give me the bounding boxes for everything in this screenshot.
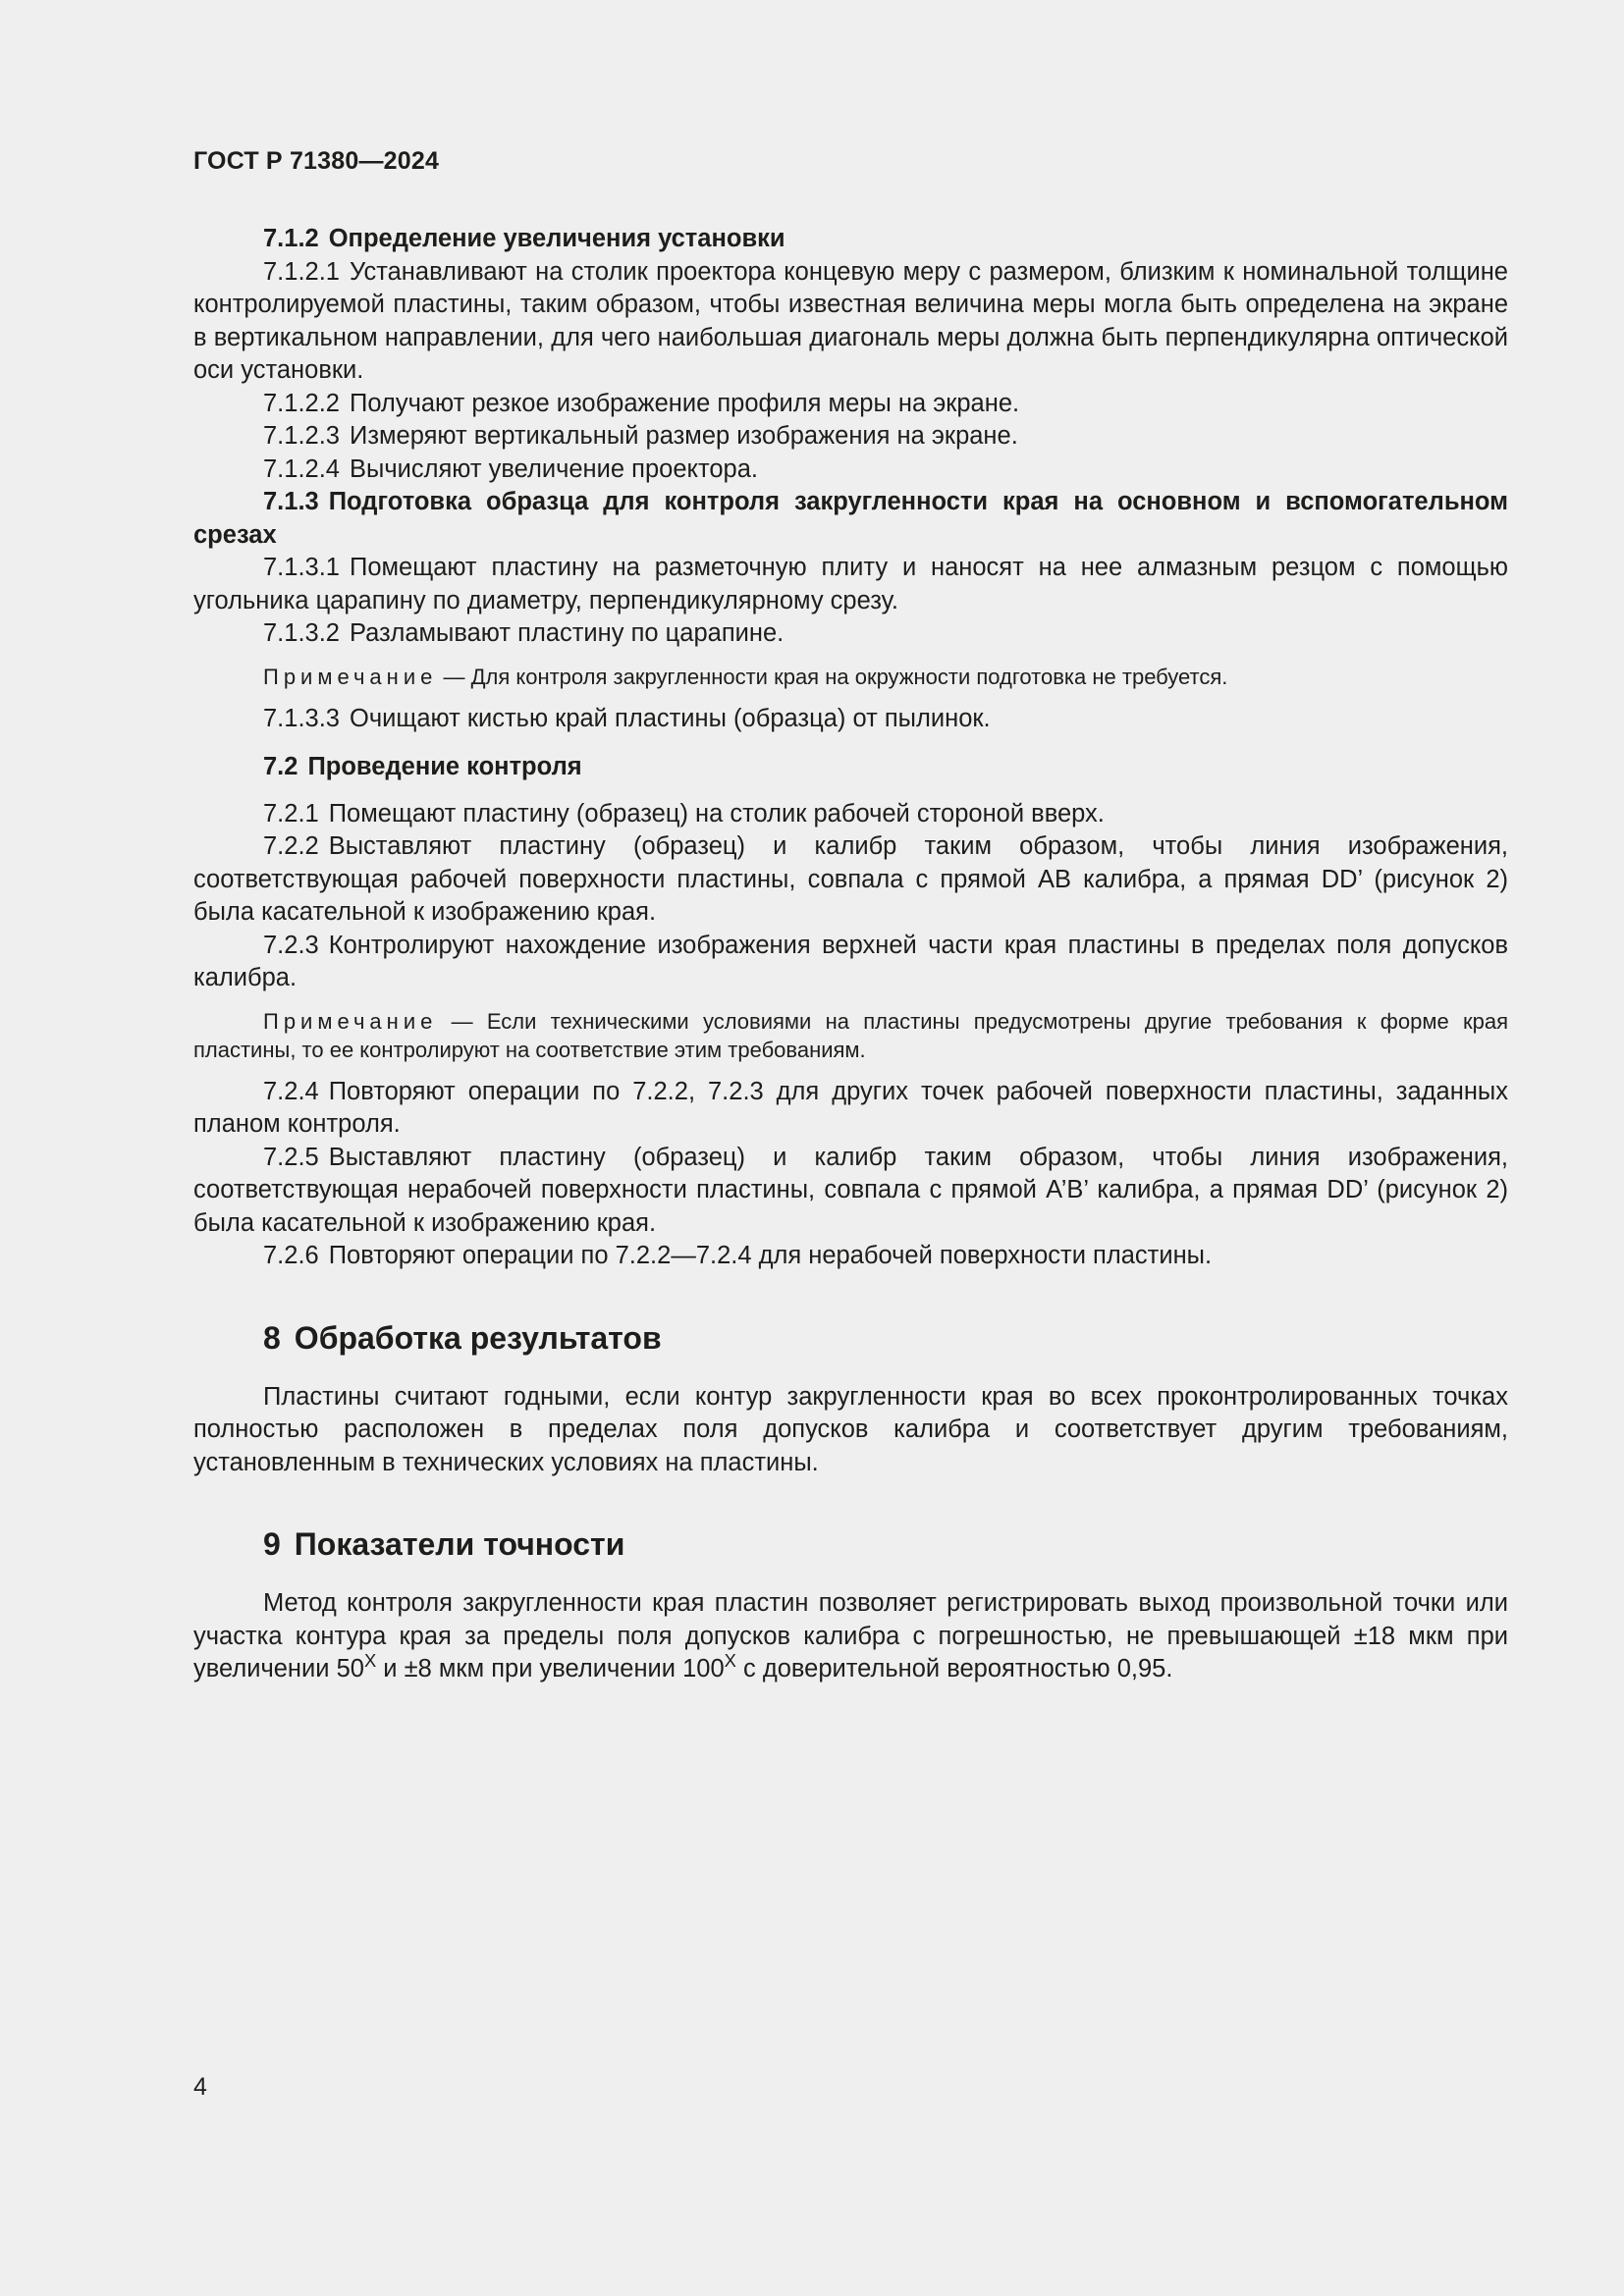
subsection-heading: 7.1.2 Определение увеличения установки: [263, 225, 785, 252]
paragraph: 7.1.3.3 Очищают кистью край пластины (образца) от пылинок.: [263, 704, 991, 732]
paragraph: 7.2.4 Повторяют операции по 7.2.2, 7.2.3 для других точек рабочей поверхности пластины, заданных планом контроля.: [193, 1077, 1508, 1138]
paragraph: 7.1.3.2 Разламывают пластину по царапине.: [263, 619, 785, 647]
note: Примечание — Для контроля закругленности края на окружности подготовка не требуется.: [263, 664, 1228, 689]
document-code: ГОСТ Р 71380—2024: [193, 147, 440, 175]
note-label: Примечание: [263, 664, 438, 689]
page-number: 4: [193, 2073, 207, 2101]
paragraph: 7.1.2.1 Устанавливают на столик проектора концевую меру с размером, близким к номинальной толщине контролируемой пластины, таким образом, чтобы известная величина меры могла быть определена на экране в вертикальном направлении, для чего наибольшая диагональ меры должна быть перпендикулярна оптической оси установки.: [193, 257, 1508, 384]
paragraph: 7.1.2.4 Вычисляют увеличение проектора.: [263, 454, 758, 483]
paragraph: 7.1.3.1 Помещают пластину на разметочную плиту и наносят на нее алмазным резцом с помощью угольника царапину по диаметру, перпендикулярному срезу.: [193, 554, 1508, 614]
paragraph: Метод контроля закругленности края пластин позволяет регистрировать выход произвольной точки или участка контура края за пределы поля допусков калибра с погрешностью, не превышающей ±18 мкм при увеличении $50^X$ и ±8 мкм при увеличении $100^X$ с доверительной вероятностью 0,95.: [193, 1589, 1508, 1682]
paragraph: 7.2.5 Выставляют пластину (образец) и калибр таким образом, чтобы линия изображения, соответствующая нерабочей поверхности пластины, совпала с прямой А’В’ калибра, а прямая DD’ (рисунок 2) была касательной к изображению края.: [193, 1143, 1508, 1237]
section-heading: 8 Обработка результатов: [263, 1319, 662, 1356]
paragraph: 7.1.2.2 Получают резкое изображение профиля меры на экране.: [263, 389, 1020, 417]
paragraph: 7.1.2.3 Измеряют вертикальный размер изображения на экране.: [263, 422, 1018, 450]
subsection-heading: 7.1.3 Подготовка образца для контроля закругленности края на основном и вспомогательном срезах: [193, 488, 1508, 549]
note: Примечание — Если техническими условиями на пластины предусмотрены другие требования к форме края пластины, то ее контролируют на соответствие этим требованиям.: [193, 1008, 1508, 1062]
paragraph: 7.2.6 Повторяют операции по 7.2.2—7.2.4 для нерабочей поверхности пластины.: [263, 1242, 1213, 1269]
section-heading: 9 Показатели точности: [263, 1526, 625, 1562]
paragraph: Пластины считают годными, если контур закругленности края во всех проконтролированных точках полностью расположен в пределах поля допусков калибра и соответствует другим требованиям, установленным в технических условиях на пластины.: [193, 1382, 1508, 1476]
paragraph: 7.2.3 Контролируют нахождение изображения верхней части края пластины в пределах поля допусков калибра.: [193, 931, 1508, 991]
page-content: [193, 223, 1508, 1686]
subsection-heading: 7.2 Проведение контроля: [263, 753, 582, 780]
paragraph: 7.2.2 Выставляют пластину (образец) и калибр таким образом, чтобы линия изображения, соответствующая рабочей поверхности пластины, совпала с прямой АВ калибра, а прямая DD’ (рисунок 2) была касательной к изображению края.: [193, 832, 1508, 926]
note-label: Примечание: [263, 1008, 438, 1034]
paragraph: 7.2.1 Помещают пластину (образец) на столик рабочей стороной вверх.: [263, 799, 1105, 828]
